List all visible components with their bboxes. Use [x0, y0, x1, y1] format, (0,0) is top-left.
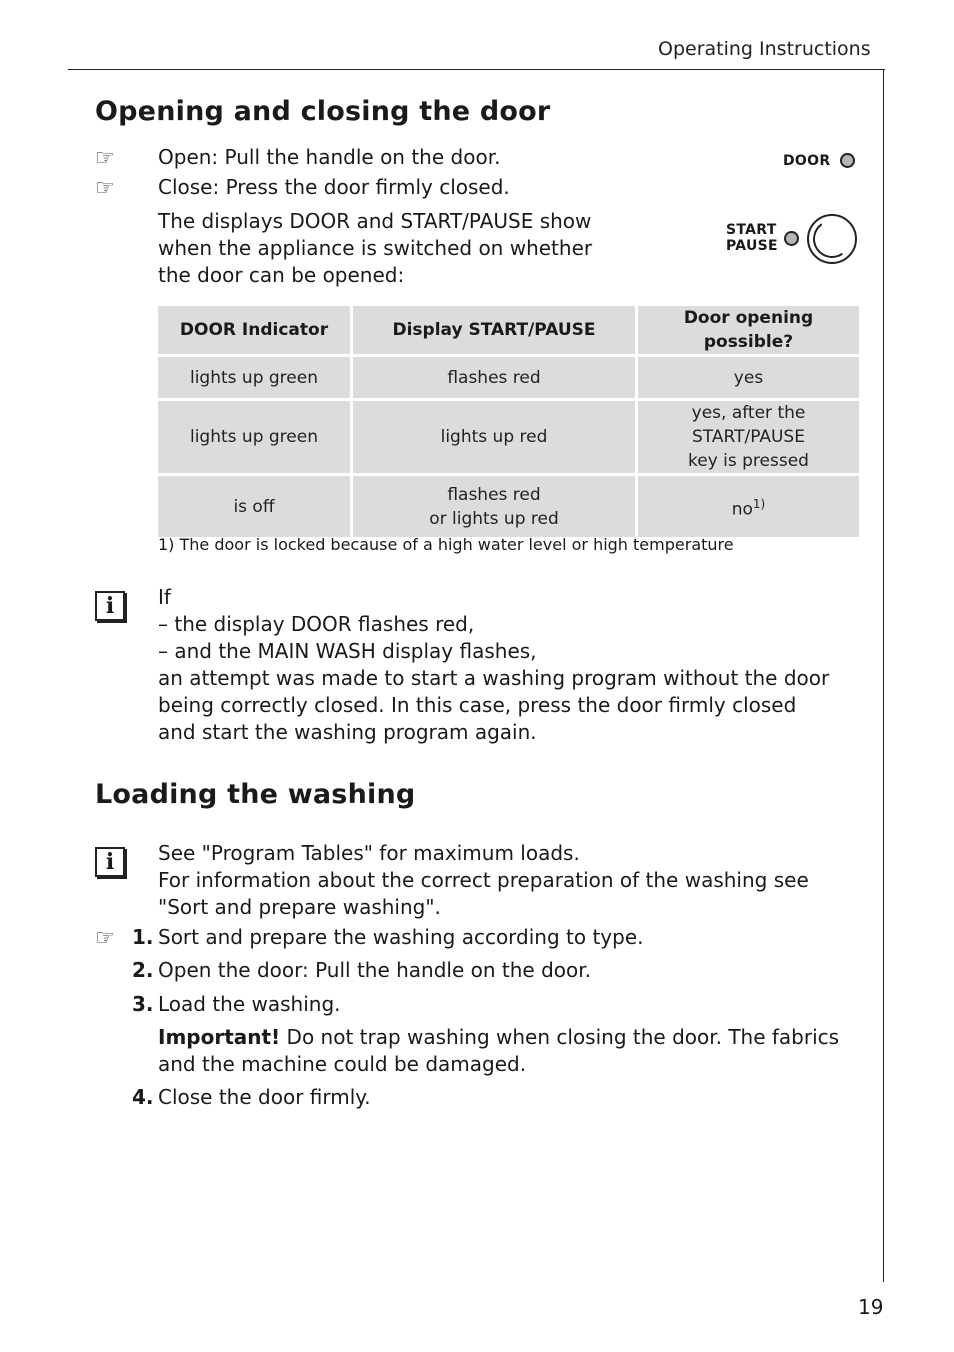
info-icon: i — [95, 591, 125, 621]
table-header-cell: Display START/PAUSE — [353, 306, 638, 357]
loading-steps — [132, 924, 858, 1111]
start-pause-button — [807, 214, 857, 264]
table-cell: flashes red — [353, 357, 638, 401]
step-text: Sort and prepare the washing according to type. — [158, 925, 644, 949]
bullet-open: Open: Pull the handle on the door. — [158, 145, 501, 169]
loading-note — [158, 840, 858, 921]
note-line: For information about the correct preparation of the washing see "Sort and prepare washing". — [158, 868, 809, 919]
knob-arc — [810, 217, 854, 261]
note-line: If — [158, 585, 171, 609]
running-header: Operating Instructions — [658, 38, 871, 60]
step-number: 2. — [132, 958, 154, 982]
important-note — [158, 1024, 858, 1078]
start-label: START — [726, 222, 777, 238]
bullet-close: Close: Press the door firmly closed. — [158, 175, 510, 199]
note-line: an attempt was made to start a washing program without the door being correctly closed. In this case, press the door firmly closed and start the washing program again. — [158, 666, 830, 744]
table-header-cell: DOOR Indicator — [158, 306, 353, 357]
step-text: Load the washing. — [158, 992, 341, 1016]
table-cell-line: key is pressed — [688, 451, 809, 471]
step-item — [132, 957, 858, 984]
margin-rule — [883, 69, 884, 1282]
footnote-marker: 1) — [752, 496, 766, 511]
table-cell: lights up red — [353, 401, 638, 476]
table-row — [158, 357, 859, 401]
note-line: – the display DOOR flashes red, — [158, 612, 475, 636]
info-icon: i — [95, 847, 125, 877]
step-item — [132, 924, 858, 951]
section-title-door: Opening and closing the door — [95, 96, 551, 127]
section-title-loading: Loading the washing — [95, 779, 416, 810]
table-cell: yes — [638, 357, 859, 401]
table-cell-value: no — [731, 499, 753, 520]
note-line: See "Program Tables" for maximum loads. — [158, 841, 580, 865]
step-item — [132, 991, 858, 1018]
table-cell — [638, 476, 859, 540]
table-cell — [638, 401, 859, 476]
table-header-row — [158, 306, 859, 357]
door-indicator-table — [158, 306, 859, 540]
table-cell-line: or lights up red — [429, 508, 559, 529]
note-line: – and the MAIN WASH display flashes, — [158, 639, 537, 663]
step-text: Close the door firmly. — [158, 1085, 371, 1109]
step-text: Open the door: Pull the handle on the door. — [158, 958, 592, 982]
step-item — [132, 1084, 858, 1111]
table-cell-line: flashes red — [447, 484, 541, 505]
step-number: 1. — [132, 925, 154, 949]
table-row — [158, 476, 859, 540]
table-cell — [353, 476, 638, 540]
pointing-hand-icon: ☞ — [95, 926, 115, 951]
table-header-cell: Door opening possible? — [638, 306, 859, 357]
step-number: 4. — [132, 1085, 154, 1109]
table-row — [158, 401, 859, 476]
pointing-hand-icon: ☞ — [95, 146, 115, 171]
table-cell-line: yes, after the START/PAUSE — [691, 403, 806, 447]
important-text: Do not trap washing when closing the door. The fabrics and the machine could be damaged. — [158, 1025, 840, 1076]
header-rule — [68, 69, 885, 70]
door-warning-note — [158, 584, 838, 746]
step-number: 3. — [132, 992, 154, 1016]
pointing-hand-icon: ☞ — [95, 176, 115, 201]
start-pause-panel-label — [726, 222, 776, 254]
door-intro-text: The displays DOOR and START/PAUSE show when the appliance is switched on whether the door can be opened: — [158, 209, 593, 287]
table-footnote: 1) The door is locked because of a high water level or high temperature — [158, 535, 734, 554]
page-number: 19 — [858, 1295, 884, 1319]
pause-label: PAUSE — [726, 238, 778, 254]
door-panel-label: DOOR — [783, 153, 831, 169]
table-cell: lights up green — [158, 357, 353, 401]
start-pause-indicator-led — [784, 231, 799, 246]
important-label: Important! — [158, 1025, 281, 1049]
table-cell: lights up green — [158, 401, 353, 476]
door-indicator-led — [840, 153, 855, 168]
table-cell: is off — [158, 476, 353, 540]
